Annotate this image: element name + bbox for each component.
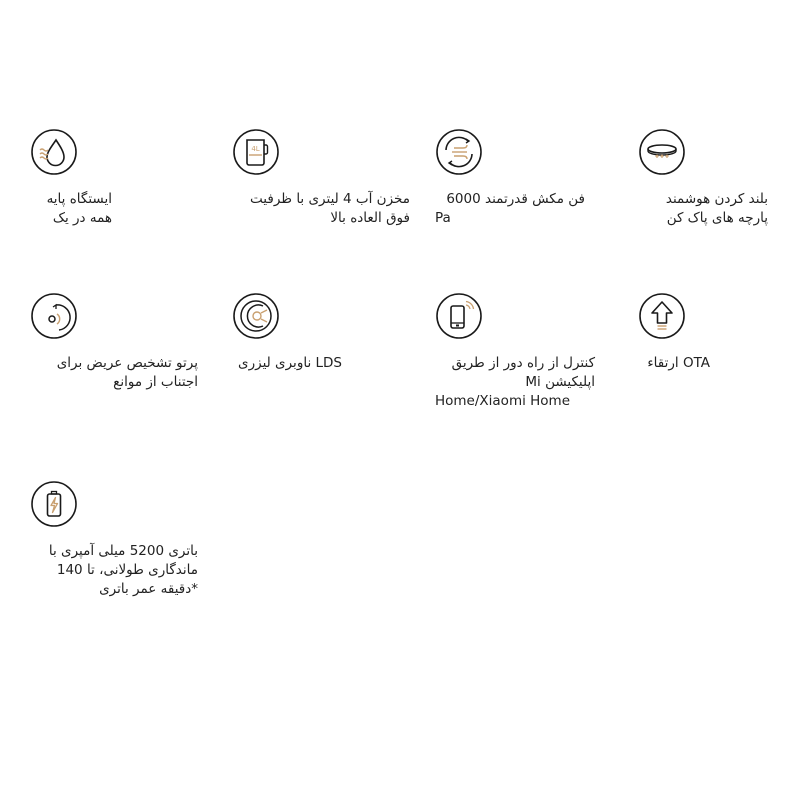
feature-label-line: Pa <box>435 210 451 226</box>
feature-label-line: کنترل از راه دور از طریق <box>451 355 595 371</box>
suction-fan-icon <box>435 128 483 176</box>
feature-label <box>638 190 768 228</box>
feature-label-line: LDS ناوبری لیزری <box>238 355 342 371</box>
battery-icon <box>30 480 78 528</box>
feature-label-line: ایستگاه پایه <box>46 191 112 207</box>
feature-label-line: OTA ارتقاء <box>647 355 710 371</box>
feature-label-line: بلند کردن هوشمند <box>665 191 768 207</box>
feature-label-line: مخزن آب 4 لیتری با ظرفیت <box>250 191 410 207</box>
feature-label <box>30 542 198 599</box>
feature-label-line: باتری 5200 میلی آمپری با <box>48 543 198 559</box>
mop-lift-icon <box>638 128 686 176</box>
feature-label <box>435 354 595 411</box>
feature-label-line: فوق العاده بالا <box>330 210 410 226</box>
feature-label <box>435 190 585 228</box>
feature-label-line: پرتو تشخیص عریض برای <box>56 355 198 371</box>
feature-label-line: Home/Xiaomi Home <box>435 393 571 409</box>
feature-label-line: *دقیقه عمر باتری <box>99 581 198 597</box>
feature-label-line: پارچه های پاک کن <box>666 210 768 226</box>
water-drop-icon <box>30 128 78 176</box>
feature-label-line: اپلیکیشن Mi <box>525 374 595 390</box>
feature-label <box>30 354 198 392</box>
feature-label-line: فن مکش قدرتمند 6000 <box>446 191 585 207</box>
feature-label <box>638 354 710 373</box>
tank-capacity-text: 4L <box>251 145 260 153</box>
feature-label <box>30 190 112 228</box>
feature-label-line: ماندگاری طولانی، تا 140 <box>56 562 198 578</box>
ota-upgrade-icon <box>638 292 686 340</box>
feature-label <box>232 190 410 228</box>
feature-label-line: اجتناب از موانع <box>113 374 198 390</box>
water-tank-4l-icon <box>232 128 280 176</box>
feature-label <box>232 354 342 373</box>
smartphone-remote-icon <box>435 292 483 340</box>
feature-label-line: همه در یک <box>52 210 112 226</box>
obstacle-sensor-icon <box>30 292 78 340</box>
laser-navigation-icon <box>232 292 280 340</box>
